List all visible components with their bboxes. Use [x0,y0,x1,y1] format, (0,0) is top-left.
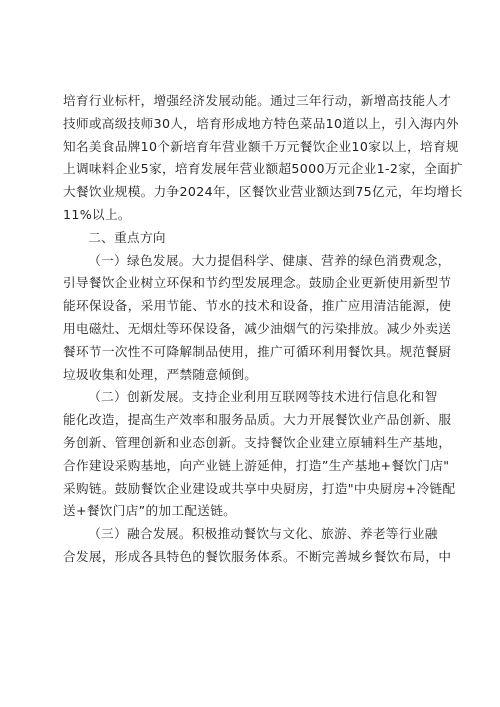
text-line: 用电磁灶、无烟灶等环保设备，减少油烟气的污染排放。减少外卖送 [63,320,452,336]
text-line: 务创新、管理创新和业态创新。支持餐饮企业建立原辅料生产基地， [63,434,452,450]
text-line: 垃圾收集和处理，严禁随意倾倒。 [63,366,258,382]
paragraph-green-development [63,250,452,387]
text-line: 知名美食品牌10个新培育年营业额千万元餐饮企业10家以上，培育规 [63,138,459,154]
paragraph-integration-development [63,523,452,569]
text-line: 餐环节一次性不可降解制品使用，推广可循环利用餐饮具。规范餐厨 [63,343,452,359]
document-body [63,90,463,569]
text-line: 合发展，形成各具特色的餐饮服务体系。不断完善城乡餐饮布局，中 [63,548,452,564]
text-line: 采购链。鼓励餐饮企业建设或共享中央厨房，打造"中央厨房+冷链配 [63,480,456,496]
text-line: 技师或高级技师30人，培育形成地方特色菜品10道以上，引入海内外 [63,115,459,131]
text-line: 引导餐饮企业树立环保和节约型发展理念。鼓励企业更新使用新型节 [63,275,452,291]
text-line: （一）绿色发展。大力提倡科学、健康、营养的绿色消费观念， [88,252,451,268]
text-line: 合作建设采购基地，向产业链上游延伸，打造”生产基地+餐饮门店" [63,457,450,473]
text-line: 上调味料企业5家，培育发展年营业额超5000万元企业1-2家，全面扩 [63,161,463,177]
section-heading [63,227,439,250]
text-line: 能化改造，提高生产效率和服务品质。大力开展餐饮业产品创新、服 [63,412,452,428]
text-line: 能环保设备，采用节能、节水的技术和设备，推广应用清洁能源，使 [63,298,452,314]
text-line: （二）创新发展。支持企业利用互联网等技术进行信息化和智 [88,389,438,405]
text-line: （三）融合发展。积极推动餐饮与文化、旅游、养老等行业融 [88,526,438,542]
text-line: 送+餐饮门店”的加工配送链。 [63,503,237,519]
text-line: 大餐饮业规模。力争2024年，区餐饮业营业额达到75亿元，年均增长 [63,184,463,200]
paragraph-innovation-development [63,386,456,523]
paragraph-intro [63,90,463,227]
text-line: 培育行业标杆，增强经济发展动能。通过三年行动，新增高技能人才 [63,93,452,108]
heading-line: 二、重点方向 [88,229,166,245]
text-line: 11%以上。 [63,206,131,222]
